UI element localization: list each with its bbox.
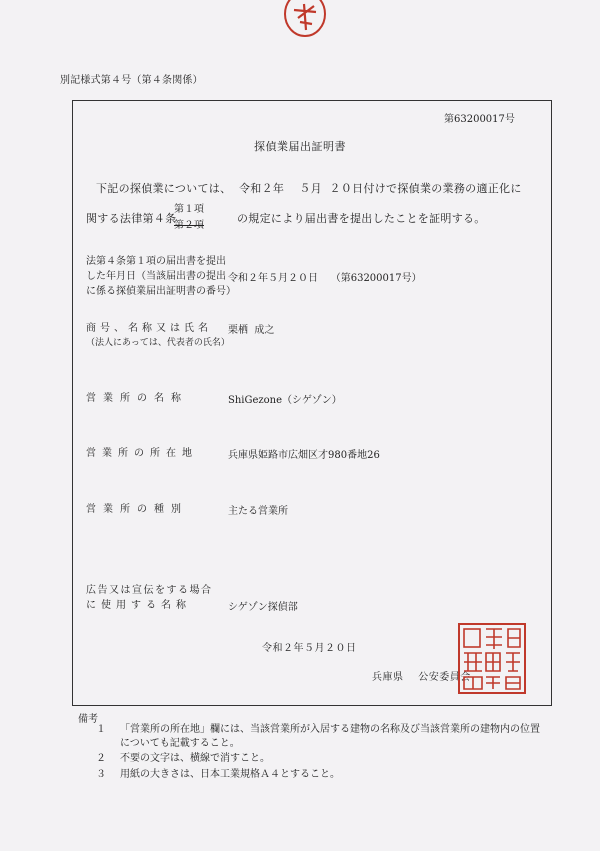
filing-date-label-line: に係る探偵業届出証明書の番号） (86, 286, 236, 297)
name-label-line: （法人にあっては、代表者の氏名） (86, 338, 230, 348)
top-seal-stamp (280, 0, 330, 40)
issue-date: 令和２年５月２０日 (262, 643, 357, 654)
filing-date-label-line: 法第４条第１項の届出書を提出 (86, 256, 226, 267)
ad-name-label-line: に使用する名称 (86, 600, 191, 611)
filing-date-value: 令和２年５月２０日 （第63200017号） (228, 273, 422, 284)
note-number: １ (96, 724, 106, 735)
ad-name-value: シゲゾン探偵部 (228, 602, 298, 613)
name-label (86, 321, 230, 351)
form-number-label: 別記様式第４号（第４条関係） (60, 75, 203, 86)
ad-name-label (86, 583, 213, 613)
document-title: 探偵業届出証明書 (254, 140, 346, 153)
certificate-number: 第63200017号 (444, 114, 515, 125)
certificate-body-line-2: 関する法律第４条 (86, 212, 177, 225)
office-type-value: 主たる営業所 (228, 506, 288, 517)
office-name-value: ShiGezone（シゲゾン） (228, 395, 342, 406)
office-type-label: 営業所の種別 (86, 504, 188, 515)
issuer-name: 兵庫県 公安委員会 (372, 672, 471, 683)
clause-struck-through: 第２項 (174, 220, 204, 231)
official-seal-stamp (456, 621, 528, 696)
note-text: 用紙の大きさは、日本工業規格Ａ４とすること。 (120, 769, 340, 780)
notes-title: 備考 (78, 714, 98, 725)
name-label-line: 商号、名称又は氏名 (86, 323, 212, 334)
office-name-label: 営業所の名称 (86, 393, 188, 404)
filing-date-label-line: した年月日（当該届出書の提出 (86, 271, 226, 282)
certificate-body-line-1: 下記の探偵業については、 令和２年 ５月 ２０日付けで探偵業の業務の適正化に (96, 182, 522, 195)
note-text: 不要の文字は、横線で消すこと。 (120, 753, 270, 764)
clause-selected: 第１項 (174, 204, 204, 215)
certificate-body-line-2-tail: の規定により届出書を提出したことを証明する。 (237, 212, 486, 225)
ad-name-label-line: 広告又は宣伝をする場合 (86, 585, 213, 596)
note-text: 「営業所の所在地」欄には、当該営業所が入居する建物の名称及び当該営業所の建物内の位置についても記載すること。 (120, 724, 540, 749)
note-number: ２ (96, 753, 106, 764)
note-number: ３ (96, 769, 106, 780)
office-address-value: 兵庫県姫路市広畑区才980番地26 (228, 450, 380, 461)
office-address-label: 営業所の所在地 (86, 448, 198, 459)
name-value: 栗栖 成之 (228, 325, 275, 336)
filing-date-label (86, 254, 236, 299)
